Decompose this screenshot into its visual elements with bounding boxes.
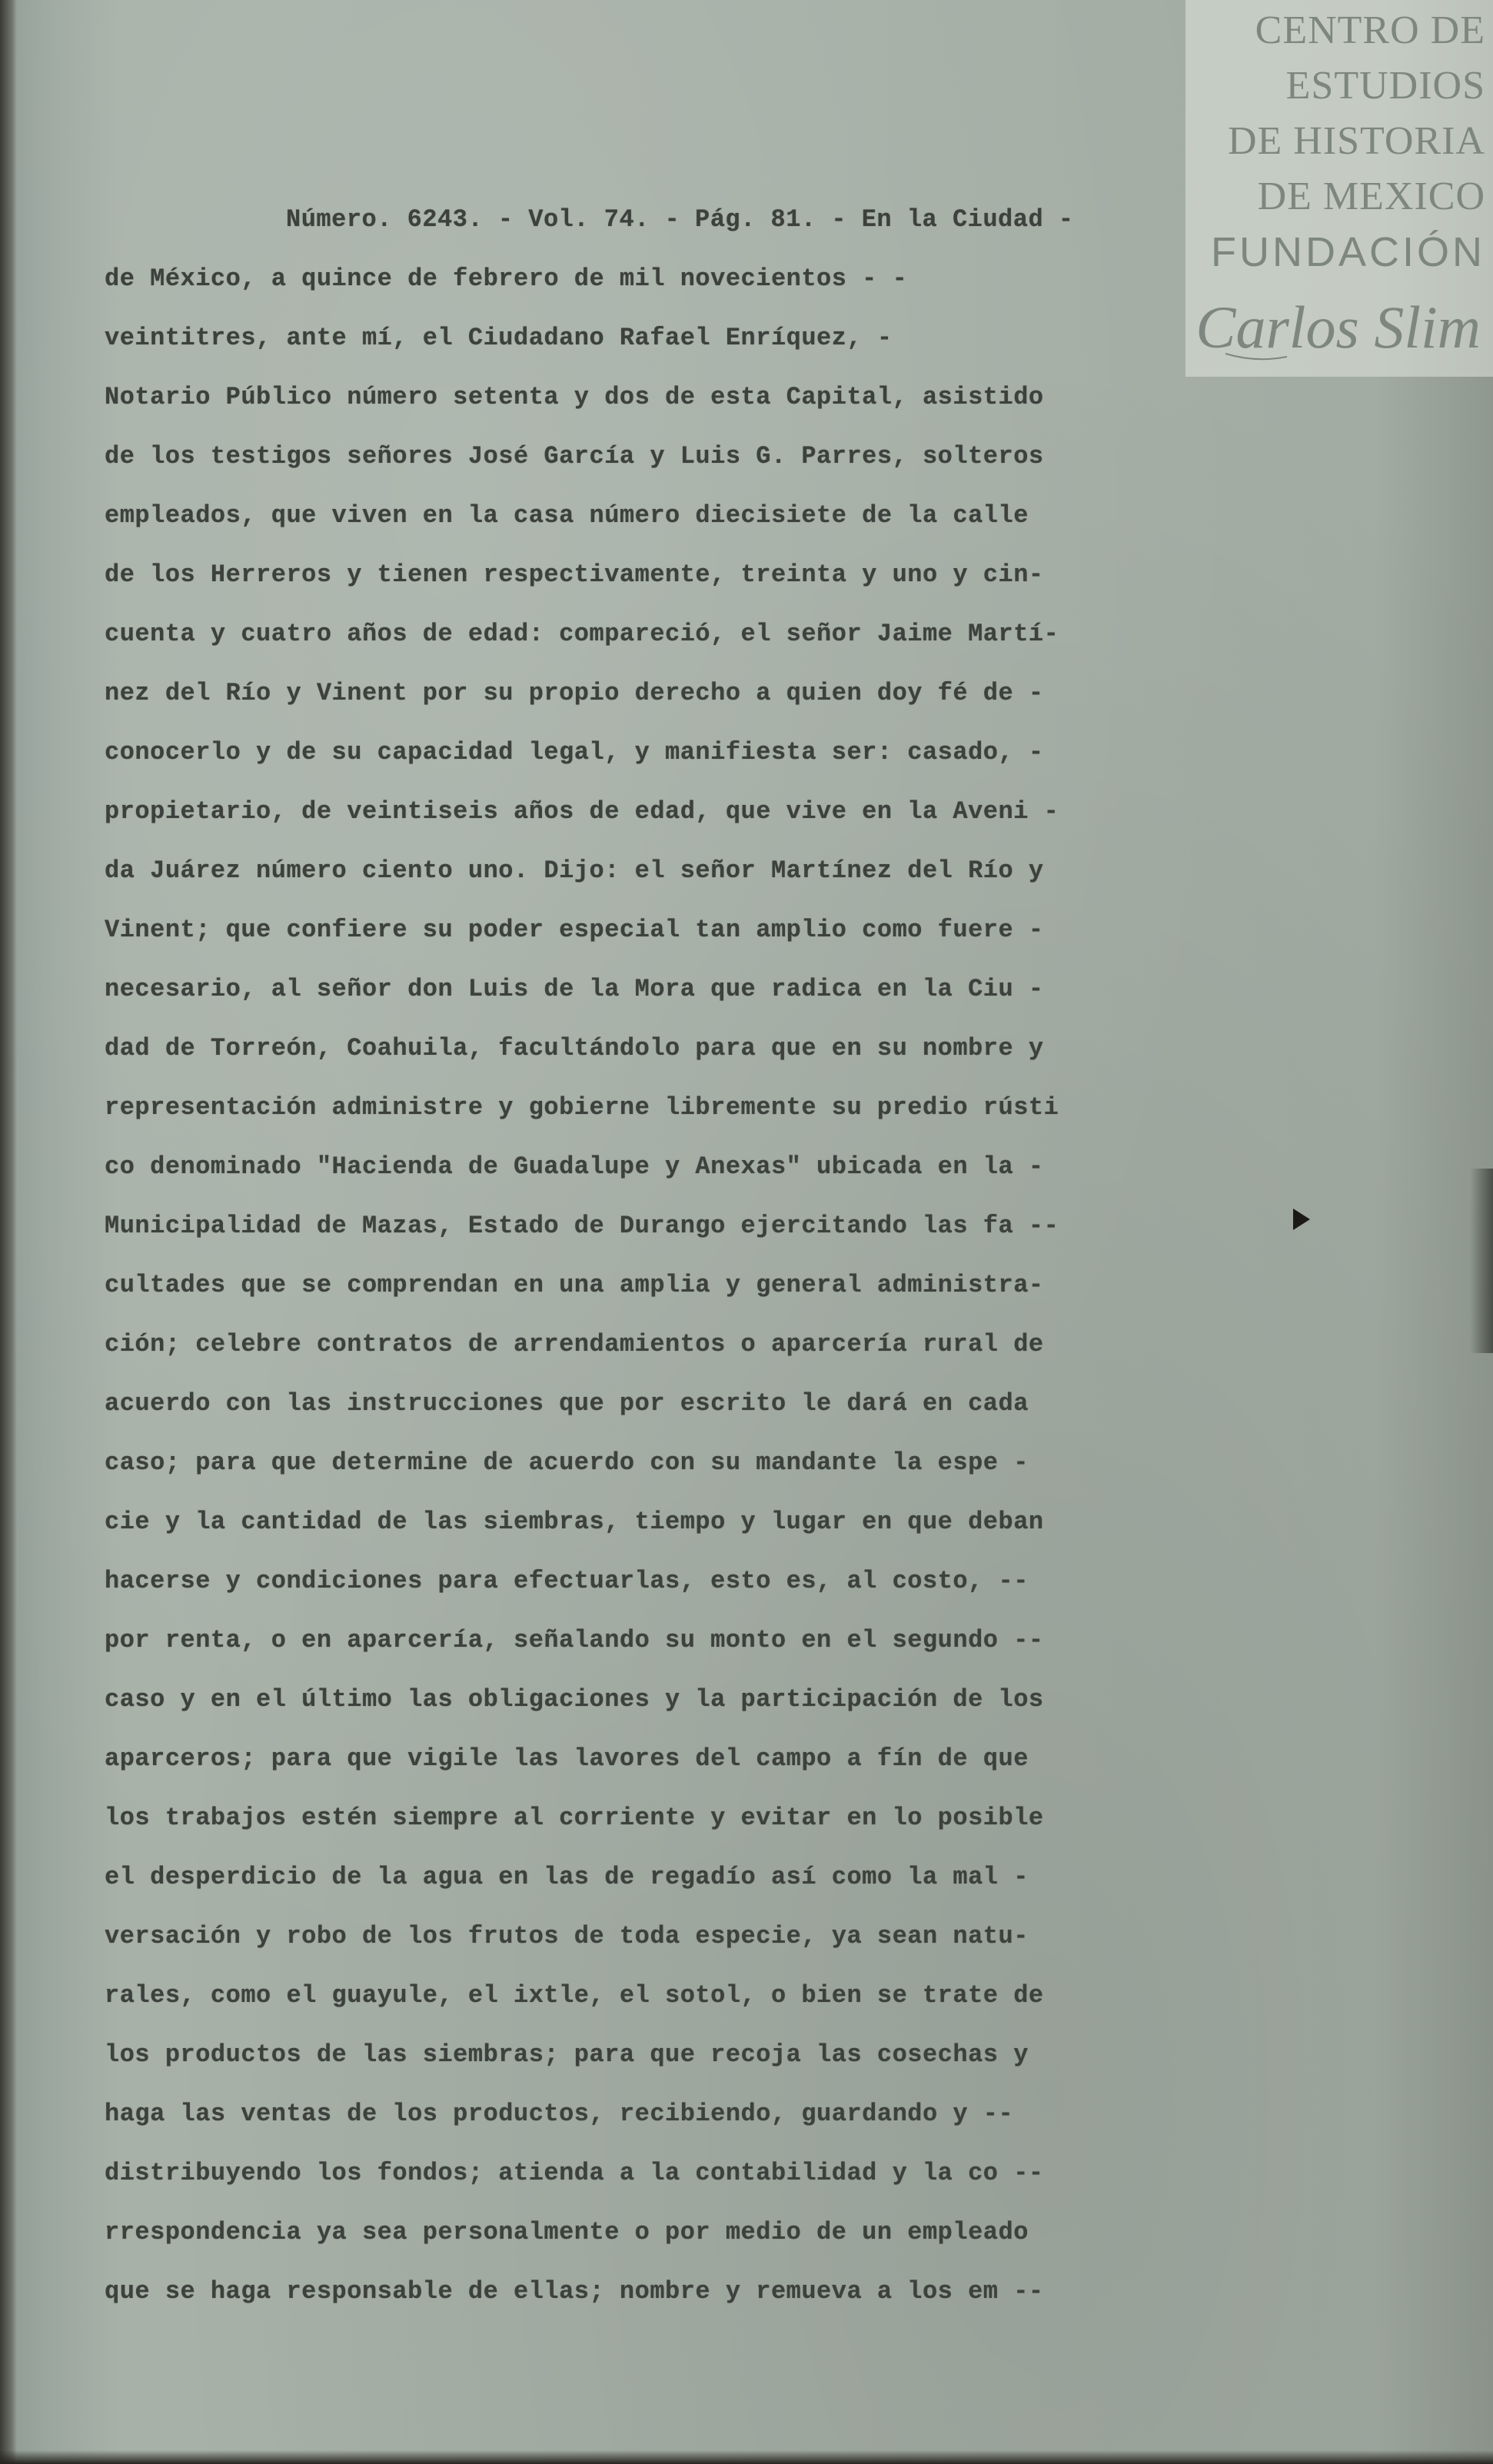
text-line: veintitres, ante mí, el Ciudadano Rafael Enríquez, - <box>105 324 893 352</box>
text-line: que se haga responsable de ellas; nombre y remueva a los em -- <box>105 2277 1044 2306</box>
text-line: caso; para que determine de acuerdo con su mandante la espe - <box>105 1448 1029 1477</box>
text-line: Vinent; que confiere su poder especial tan amplio como fuere - <box>105 916 1044 944</box>
text-line: da Juárez número ciento uno. Dijo: el señor Martínez del Río y <box>105 856 1044 885</box>
watermark-line: DE MEXICO <box>1257 175 1485 218</box>
text-line: conocerlo y de su capacidad legal, y manifiesta ser: casado, - <box>105 738 1044 766</box>
text-line: los trabajos estén siempre al corriente y evitar en lo posible <box>105 1804 1044 1832</box>
text-line: Número. 6243. - Vol. 74. - Pág. 81. - En la Ciudad - <box>286 205 1074 234</box>
text-line: haga las ventas de los productos, recibiendo, guardando y -- <box>105 2100 1014 2128</box>
text-line: hacerse y condiciones para efectuarlas, esto es, al costo, -- <box>105 1567 1029 1595</box>
text-line: Notario Público número setenta y dos de esta Capital, asistido <box>105 383 1044 411</box>
text-line: de México, a quince de febrero de mil novecientos - - <box>105 264 908 293</box>
text-line: caso y en el último las obligaciones y la participación de los <box>105 1685 1044 1714</box>
text-line: necesario, al señor don Luis de la Mora que radica en la Ciu - <box>105 975 1044 1003</box>
watermark-line: CENTRO DE <box>1255 8 1485 52</box>
text-line: cie y la cantidad de las siembras, tiempo y lugar en que deban <box>105 1508 1044 1536</box>
text-line: aparceros; para que vigile las lavores del campo a fín de que <box>105 1744 1029 1773</box>
text-line: cultades que se comprendan en una amplia y general administra- <box>105 1271 1044 1299</box>
text-line: acuerdo con las instrucciones que por escrito le dará en cada <box>105 1389 1029 1418</box>
text-line: co denominado "Hacienda de Guadalupe y Anexas" ubicada en la - <box>105 1152 1044 1181</box>
text-line: de los Herreros y tienen respectivamente, treinta y uno y cin- <box>105 560 1044 589</box>
text-line: Municipalidad de Mazas, Estado de Durango ejercitando las fa -- <box>105 1212 1059 1240</box>
signature-text: Carlos Slim <box>1195 294 1481 361</box>
text-line: el desperdicio de la agua en las de regadío así como la mal - <box>105 1863 1029 1891</box>
text-line: nez del Río y Vinent por su propio derecho a quien doy fé de - <box>105 679 1044 707</box>
text-line: por renta, o en aparcería, señalando su monto en el segundo -- <box>105 1626 1044 1654</box>
text-line: empleados, que viven en la casa número diecisiete de la calle <box>105 501 1029 530</box>
text-line: versación y robo de los frutos de toda especie, ya sean natu- <box>105 1922 1029 1950</box>
text-line: ción; celebre contratos de arrendamientos o aparcería rural de <box>105 1330 1044 1358</box>
text-line: rrespondencia ya sea personalmente o por medio de un empleado <box>105 2218 1029 2246</box>
watermark-line: ESTUDIOS <box>1285 64 1485 108</box>
text-line: dad de Torreón, Coahuila, facultándolo para que en su nombre y <box>105 1034 1044 1062</box>
watermark-line: FUNDACIÓN <box>1211 229 1485 275</box>
text-line: representación administre y gobierne libremente su predio rústi <box>105 1093 1059 1122</box>
text-line: cuenta y cuatro años de edad: compareció, el señor Jaime Martí- <box>105 620 1059 648</box>
text-line: propietario, de veintiseis años de edad, que vive en la Aveni - <box>105 797 1059 826</box>
text-line: los productos de las siembras; para que recoja las cosechas y <box>105 2040 1029 2069</box>
text-line: distribuyendo los fondos; atienda a la contabilidad y la co -- <box>105 2159 1044 2187</box>
text-line: rales, como el guayule, el ixtle, el sotol, o bien se trate de <box>105 1981 1044 2010</box>
watermark-line: DE HISTORIA <box>1227 119 1485 163</box>
text-line: de los testigos señores José García y Luis G. Parres, solteros <box>105 442 1044 471</box>
